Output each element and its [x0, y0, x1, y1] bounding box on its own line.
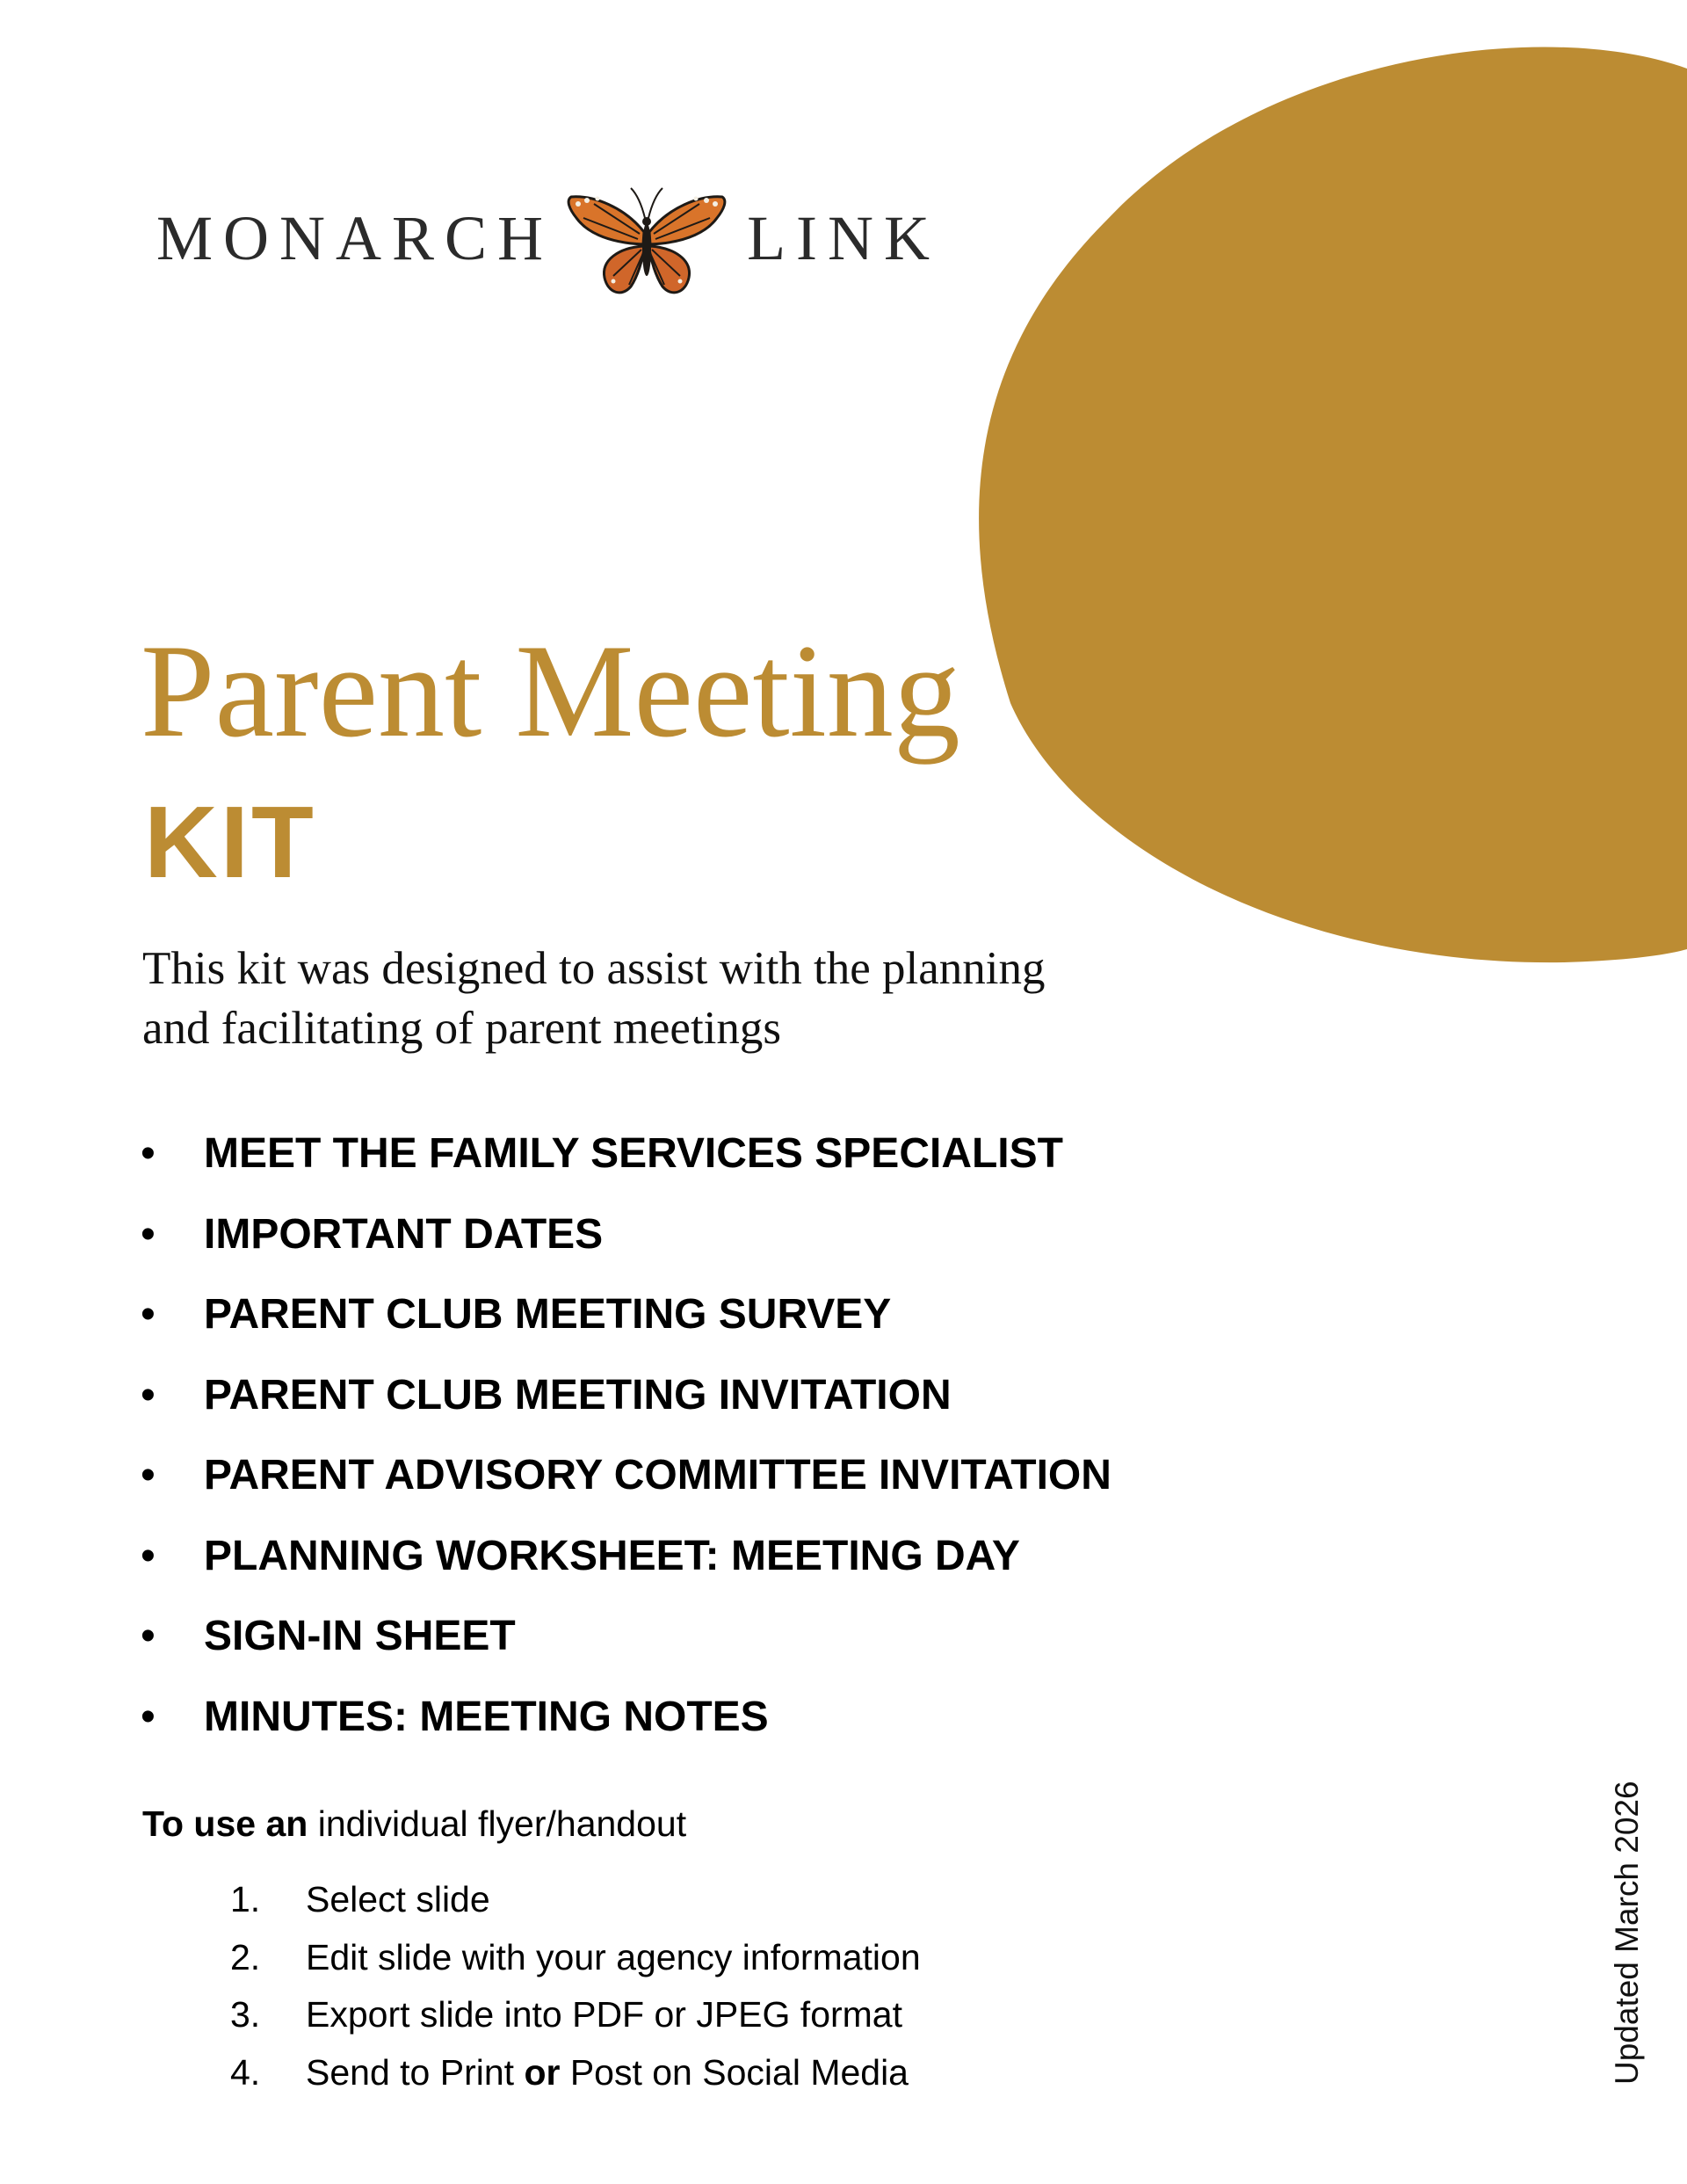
monarch-link-logo	[156, 172, 940, 304]
usage-instructions-lead	[142, 1797, 686, 1850]
bullet: •	[141, 1693, 156, 1740]
page-title: Parent Meeting	[141, 617, 960, 765]
list-item-label: PARENT CLUB MEETING INVITATION	[204, 1371, 952, 1419]
step-number: 4.	[230, 2051, 261, 2093]
list-item	[141, 1527, 1111, 1608]
step-number: 2.	[230, 1936, 261, 1977]
logo-word-monarch: MONARCH	[156, 203, 554, 273]
step-text-bold: or	[524, 2051, 561, 2093]
list-item	[141, 1447, 1111, 1527]
gold-blob-shape	[979, 47, 1687, 962]
list-item-label: PARENT CLUB MEETING SURVEY	[204, 1291, 892, 1338]
list-item	[141, 1688, 1111, 1769]
list-item	[141, 1125, 1111, 1206]
list-item-label: MINUTES: MEETING NOTES	[204, 1693, 769, 1740]
page-subtitle: KIT	[144, 785, 316, 899]
list-item-label: PARENT ADVISORY COMMITTEE INVITATION	[204, 1452, 1111, 1498]
bullet: •	[141, 1291, 156, 1338]
list-item-label: SIGN-IN SHEET	[204, 1613, 516, 1659]
butterfly-icon	[559, 172, 735, 304]
usage-steps-list	[230, 1873, 921, 2103]
bullet: •	[141, 1452, 156, 1498]
bullet: •	[141, 1210, 156, 1258]
list-item-label: MEET THE FAMILY SERVICES SPECIALIST	[204, 1130, 1063, 1177]
updated-date: Updated March 2026	[1609, 1781, 1645, 2085]
list-item	[141, 1206, 1111, 1287]
step-text: Edit slide with your agency information	[306, 1936, 921, 1977]
step-text: Select slide	[306, 1879, 490, 1919]
step-text-after: Post on Social Media	[560, 2051, 909, 2093]
intro-text: This kit was designed to assist with the planning and facilitating of parent meetings	[142, 943, 1046, 1054]
step-item	[230, 1931, 921, 1989]
step-item	[230, 1988, 921, 2046]
list-item	[141, 1607, 1111, 1688]
step-text: Send to Print	[306, 2051, 525, 2093]
logo-word-link: LINK	[747, 203, 941, 273]
bullet: •	[141, 1371, 156, 1419]
list-item	[141, 1286, 1111, 1367]
step-number: 3.	[230, 1994, 261, 2035]
usage-lead-rest: individual flyer/handout	[308, 1803, 687, 1844]
list-item	[141, 1367, 1111, 1448]
bullet: •	[141, 1613, 156, 1659]
step-number: 1.	[230, 1879, 261, 1919]
bullet: •	[141, 1532, 156, 1579]
bullet: •	[141, 1130, 156, 1177]
step-text: Export slide into PDF or JPEG format	[306, 1994, 903, 2035]
list-item-label: PLANNING WORKSHEET: MEETING DAY	[204, 1532, 1020, 1579]
step-item	[230, 2046, 921, 2104]
usage-lead-bold: To use an	[142, 1803, 308, 1844]
kit-contents-list	[141, 1125, 1111, 1768]
list-item-label: IMPORTANT DATES	[204, 1210, 604, 1258]
step-item	[230, 1873, 921, 1931]
